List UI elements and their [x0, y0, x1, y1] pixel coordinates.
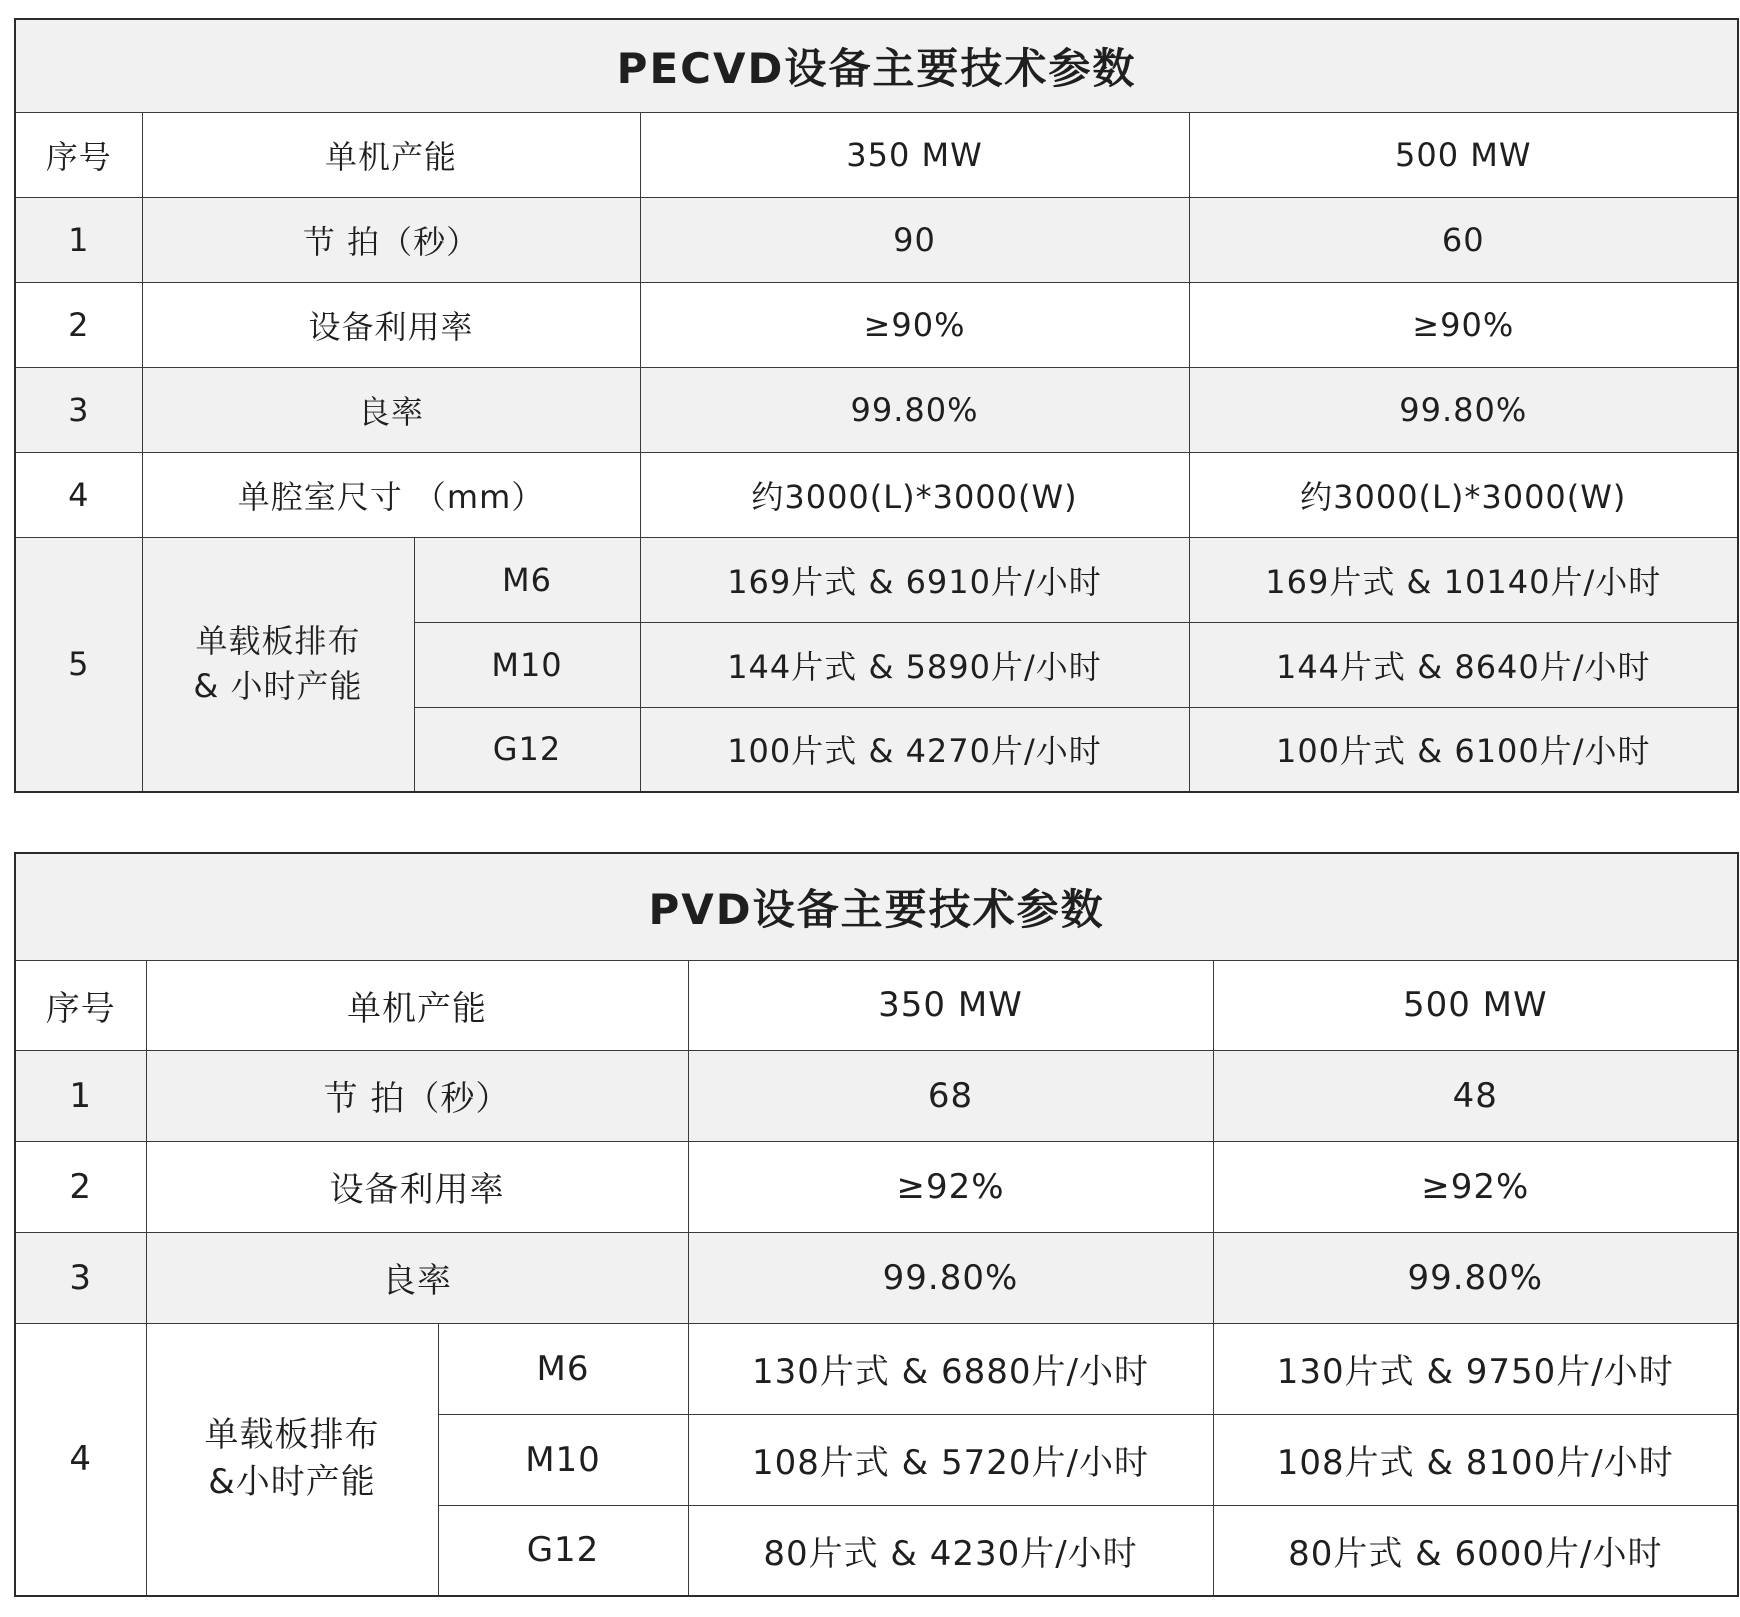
- header-350mw: 350 MW: [688, 960, 1213, 1050]
- row-no: 2: [15, 1141, 146, 1232]
- wafer-size: G12: [414, 707, 640, 792]
- header-500mw: 500 MW: [1189, 112, 1738, 197]
- row-no: 2: [15, 282, 142, 367]
- pvd-spec-table: [14, 852, 1739, 1597]
- row-value-500: 60: [1189, 197, 1738, 282]
- row-no: 3: [15, 1232, 146, 1323]
- header-500mw: 500 MW: [1213, 960, 1738, 1050]
- layout-label-line1: 单载板排布: [195, 622, 361, 661]
- row-value-500: 99.80%: [1189, 367, 1738, 452]
- row-value-350: ≥92%: [688, 1141, 1213, 1232]
- table-row: [15, 282, 1738, 367]
- row-label: 单腔室尺寸 （mm）: [142, 452, 640, 537]
- wafer-size: M6: [414, 537, 640, 622]
- wafer-size: M6: [438, 1323, 688, 1414]
- table-title: PVD设备主要技术参数: [15, 853, 1738, 960]
- pecvd-spec-table: [14, 18, 1739, 793]
- row-value-500: 80片式 & 6000片/小时: [1213, 1505, 1738, 1596]
- row-value-350: 80片式 & 4230片/小时: [688, 1505, 1213, 1596]
- table-row: [15, 1141, 1738, 1232]
- row-label: 良率: [146, 1232, 688, 1323]
- wafer-size: G12: [438, 1505, 688, 1596]
- table-row: [15, 1232, 1738, 1323]
- layout-label-line1: 单载板排布: [204, 1414, 380, 1455]
- row-value-350: 约3000(L)*3000(W): [640, 452, 1189, 537]
- row-value-500: 108片式 & 8100片/小时: [1213, 1414, 1738, 1505]
- row-value-350: 169片式 & 6910片/小时: [640, 537, 1189, 622]
- row-value-500: 130片式 & 9750片/小时: [1213, 1323, 1738, 1414]
- row-value-350: 99.80%: [688, 1232, 1213, 1323]
- layout-label-line2: & 小时产能: [193, 667, 363, 706]
- layout-group-label: [146, 1323, 438, 1596]
- row-value-350: 68: [688, 1050, 1213, 1141]
- row-label: 节 拍（秒）: [142, 197, 640, 282]
- wafer-size: M10: [438, 1414, 688, 1505]
- row-no: 3: [15, 367, 142, 452]
- row-value-500: 100片式 & 6100片/小时: [1189, 707, 1738, 792]
- row-value-350: 90: [640, 197, 1189, 282]
- table-title: PECVD设备主要技术参数: [15, 19, 1738, 112]
- row-label: 设备利用率: [146, 1141, 688, 1232]
- row-no: 4: [15, 452, 142, 537]
- table-row: [15, 1050, 1738, 1141]
- row-value-350: 130片式 & 6880片/小时: [688, 1323, 1213, 1414]
- row-value-350: 108片式 & 5720片/小时: [688, 1414, 1213, 1505]
- layout-label-line2: &小时产能: [208, 1462, 376, 1503]
- row-value-500: ≥92%: [1213, 1141, 1738, 1232]
- table-row: [15, 367, 1738, 452]
- row-no: 1: [15, 1050, 146, 1141]
- table-row: [15, 197, 1738, 282]
- row-value-500: 约3000(L)*3000(W): [1189, 452, 1738, 537]
- row-value-500: 169片式 & 10140片/小时: [1189, 537, 1738, 622]
- layout-group-label: [142, 537, 414, 792]
- row-value-500: 99.80%: [1213, 1232, 1738, 1323]
- row-value-500: 48: [1213, 1050, 1738, 1141]
- row-label: 节 拍（秒）: [146, 1050, 688, 1141]
- row-value-500: ≥90%: [1189, 282, 1738, 367]
- table-row: [15, 1323, 1738, 1414]
- header-capacity: 单机产能: [142, 112, 640, 197]
- wafer-size: M10: [414, 622, 640, 707]
- row-value-350: ≥90%: [640, 282, 1189, 367]
- header-no: 序号: [15, 960, 146, 1050]
- header-350mw: 350 MW: [640, 112, 1189, 197]
- header-capacity: 单机产能: [146, 960, 688, 1050]
- row-no: 4: [15, 1323, 146, 1596]
- row-value-500: 144片式 & 8640片/小时: [1189, 622, 1738, 707]
- row-value-350: 100片式 & 4270片/小时: [640, 707, 1189, 792]
- header-no: 序号: [15, 112, 142, 197]
- row-no: 1: [15, 197, 142, 282]
- row-no: 5: [15, 537, 142, 792]
- table-row: [15, 537, 1738, 622]
- row-value-350: 99.80%: [640, 367, 1189, 452]
- table-row: [15, 452, 1738, 537]
- row-value-350: 144片式 & 5890片/小时: [640, 622, 1189, 707]
- row-label: 良率: [142, 367, 640, 452]
- row-label: 设备利用率: [142, 282, 640, 367]
